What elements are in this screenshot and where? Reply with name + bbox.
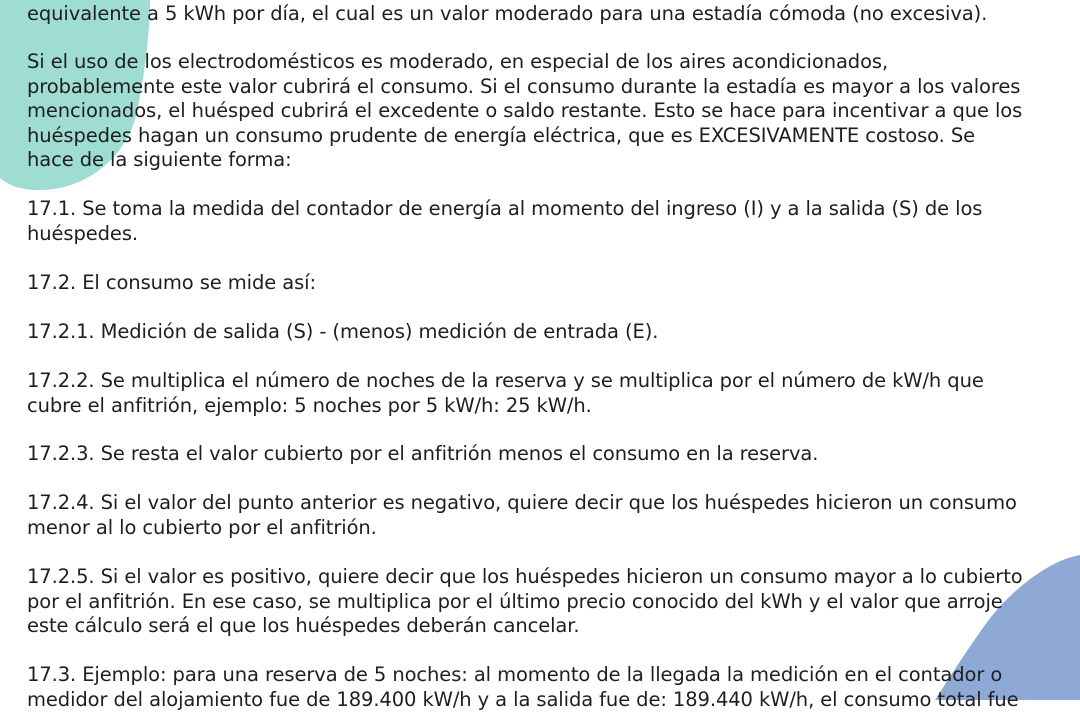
text-line: 17.1. Se toma la medida del contador de energía al momento del ingreso (I) y a la salida (S) de los xyxy=(27,197,1067,222)
text-line: hace de la siguiente forma: xyxy=(27,148,1067,173)
text-line: huéspedes. xyxy=(27,222,1067,247)
text-line: menor al lo cubierto por el anfitrión. xyxy=(27,516,1067,541)
text-line: 17.2.5. Si el valor es positivo, quiere decir que los huéspedes hicieron un consumo mayor a lo cubierto xyxy=(27,565,1067,590)
text-line: 17.2. El consumo se mide así: xyxy=(27,271,1067,296)
text-line: huéspedes hagan un consumo prudente de energía eléctrica, que es EXCESIVAMENTE costoso. Se xyxy=(27,124,1067,149)
paragraph-rule-17-2-2 xyxy=(27,369,1067,418)
paragraph-rule-17-3 xyxy=(27,663,1067,712)
text-line: equivalente a 5 kWh por día, el cual es un valor moderado para una estadía cómoda (no excesiva). xyxy=(27,2,1067,27)
paragraph-intro-tail xyxy=(27,2,1067,27)
text-line: 17.2.1. Medición de salida (S) - (menos) medición de entrada (E). xyxy=(27,320,1067,345)
paragraph-rule-17-2-5 xyxy=(27,565,1067,639)
text-line: por el anfitrión. En ese caso, se multiplica por el último precio conocido del kWh y el valor que arroje xyxy=(27,590,1067,615)
text-line: 17.2.3. Se resta el valor cubierto por el anfitrión menos el consumo en la reserva. xyxy=(27,442,1067,467)
paragraph-rule-17-2-4 xyxy=(27,491,1067,540)
text-line: Si el uso de los electrodomésticos es moderado, en especial de los aires acondicionados, xyxy=(27,50,1067,75)
paragraph-rule-17-1 xyxy=(27,197,1067,246)
text-line: probablemente este valor cubrirá el consumo. Si el consumo durante la estadía es mayor a los valores xyxy=(27,75,1067,100)
text-line: mencionados, el huésped cubrirá el excedente o saldo restante. Esto se hace para incentivar a que los xyxy=(27,99,1067,124)
paragraph-moderate-use xyxy=(27,50,1067,173)
paragraph-rule-17-2-1 xyxy=(27,320,1067,345)
text-line: cubre el anfitrión, ejemplo: 5 noches por 5 kW/h: 25 kW/h. xyxy=(27,394,1067,419)
text-line: 17.2.2. Se multiplica el número de noches de la reserva y se multiplica por el número de kW/h que xyxy=(27,369,1067,394)
paragraph-rule-17-2-3 xyxy=(27,442,1067,467)
text-line: 17.3. Ejemplo: para una reserva de 5 noches: al momento de la llegada la medición en el contador o xyxy=(27,663,1067,688)
text-line: este cálculo será el que los huéspedes deberán cancelar. xyxy=(27,614,1067,639)
paragraph-rule-17-2 xyxy=(27,271,1067,296)
text-line: 17.2.4. Si el valor del punto anterior es negativo, quiere decir que los huéspedes hicieron un consumo xyxy=(27,491,1067,516)
text-line: medidor del alojamiento fue de 189.400 kW/h y a la salida fue de: 189.440 kW/h, el consumo total fue xyxy=(27,688,1067,712)
